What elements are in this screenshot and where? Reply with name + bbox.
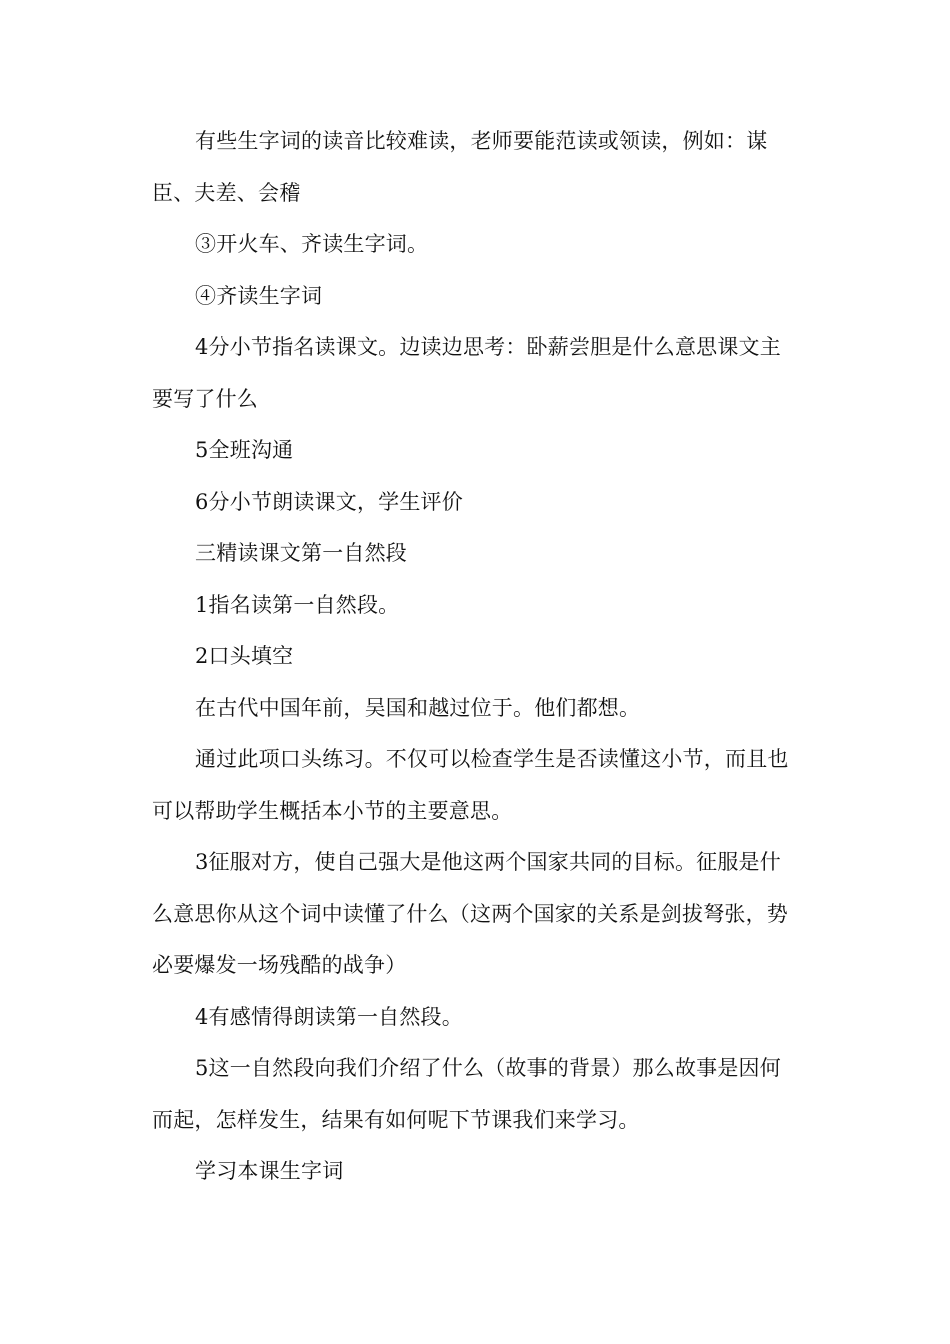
document-body [152,116,800,1198]
paragraph: 3征服对方，使自己强大是他这两个国家共同的目标。征服是什么意思你从这个词中读懂了什么（这两个国家的关系是剑拔弩张，势必要爆发一场残酷的战争） [152,850,788,977]
paragraph: 2口头填空 [195,644,294,668]
paragraph: 6分小节朗读课文，学生评价 [195,489,463,514]
paragraph: 5这一自然段向我们介绍了什么（故事的背景）那么故事是因何而起，怎样发生，结果有如何呢下节课我们来学习。 [152,1056,781,1132]
paragraph: 5全班沟通 [195,438,294,462]
paragraph: ③开火车、齐读生字词。 [195,232,429,256]
paragraph: 通过此项口头练习。不仅可以检查学生是否读懂这小节，而且也可以帮助学生概括本小节的主要意思。 [152,747,789,823]
paragraph: 有些生字词的读音比较难读，老师要能范读或领读，例如：谋臣、夫差、会稽 [152,129,768,205]
paragraph: 1指名读第一自然段。 [195,592,400,617]
section-heading: 三精读课文第一自然段 [195,541,407,565]
paragraph: 4有感情得朗读第一自然段。 [195,1004,463,1029]
paragraph: 学习本课生字词 [195,1159,344,1183]
paragraph: ④齐读生字词 [195,283,323,308]
paragraph: 4分小节指名读课文。边读边思考：卧薪尝胆是什么意思课文主要写了什么 [152,335,781,411]
paragraph: 在古代中国年前，吴国和越过位于。他们都想。 [195,695,641,720]
